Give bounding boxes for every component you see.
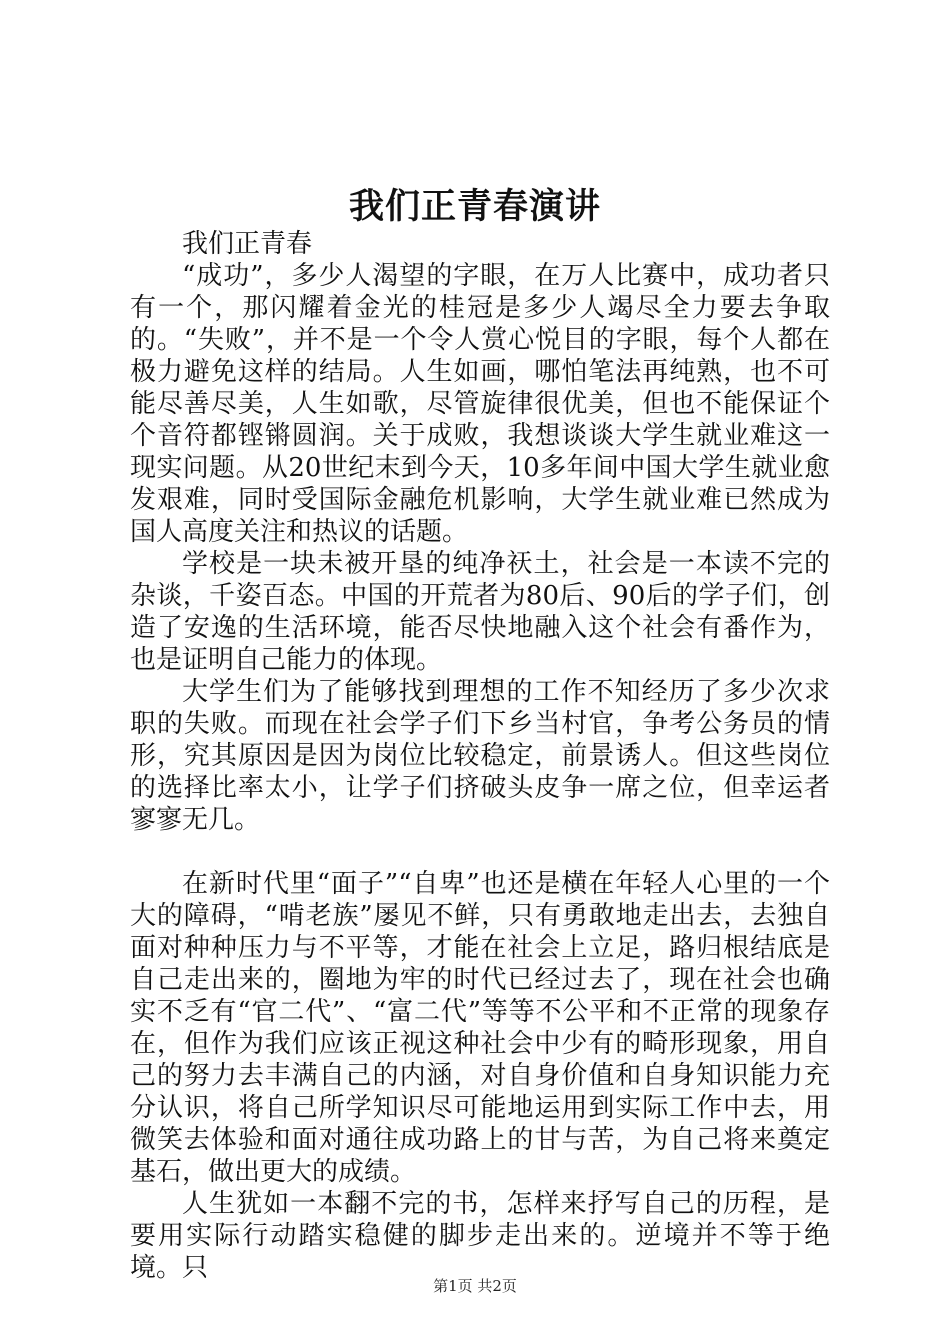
document-body [130, 228, 830, 1284]
document-title: 我们正青春演讲 [348, 186, 601, 227]
page-footer: 第1页 共2页 [433, 1277, 517, 1295]
paragraph-spacer [130, 836, 830, 868]
paragraph-subtitle: 我们正青春 [182, 229, 313, 259]
paragraph-3: 大学生们为了能够找到理想的工作不知经历了多少次求职的失败。而现在社会学子们下乡当村官，争考公务员的情形，究其原因是因为岗位比较稳定，前景诱人。但这些岗位的选择比率太小，让学子们挤破头皮争一席之位，但幸运者寥寥无几。 [130, 677, 830, 835]
paragraph-5: 人生犹如一本翻不完的书，怎样来抒写自己的历程，是要用实际行动踏实稳健的脚步走出来的。逆境并不等于绝境。只 [130, 1189, 830, 1283]
paragraph-4: 在新时代里“面子”“自卑”也还是横在年轻人心里的一个大的障碍，“啃老族”屡见不鲜，只有勇敢地走出去，去独自面对种种压力与不平等，才能在社会上立足，路归根结底是自己走出来的，圈地为牢的时代已经过去了，现在社会也确实不乏有“官二代”、“富二代”等等不公平和不正常的现象存在，但作为我们应该正视这种社会中少有的畸形现象，用自己的努力去丰满自己的内涵，对自身价值和自身知识能力充分认识，将自己所学知识尽可能地运用到实际工作中去，用微笑去体验和面对通往成功路上的甘与苦，为自己将来奠定基石，做出更大的成绩。 [130, 869, 830, 1187]
paragraph-2: 学校是一块未被开垦的纯净祆土，社会是一本读不完的杂谈，千姿百态。中国的开荒者为80后、90后的学子们，创造了安逸的生活环境，能否尽快地融入这个社会有番作为，也是证明自己能力的体现。 [130, 549, 830, 675]
paragraph-1: “成功”，多少人渴望的字眼，在万人比赛中，成功者只有一个，那闪耀着金光的桂冠是多少人竭尽全力要去争取的。“失败”，并不是一个令人赏心悦目的字眼，每个人都在极力避免这样的结局。人生如画，哪怕笔法再纯熟，也不可能尽善尽美，人生如歌，尽管旋律很优美，但也不能保证个个音符都铿锵圆润。关于成败，我想谈谈大学生就业难这一现实问题。从20世纪末到今天，10多年间中国大学生就业愈发艰难，同时受国际金融危机影响，大学生就业难已然成为国人高度关注和热议的话题。 [130, 261, 830, 547]
